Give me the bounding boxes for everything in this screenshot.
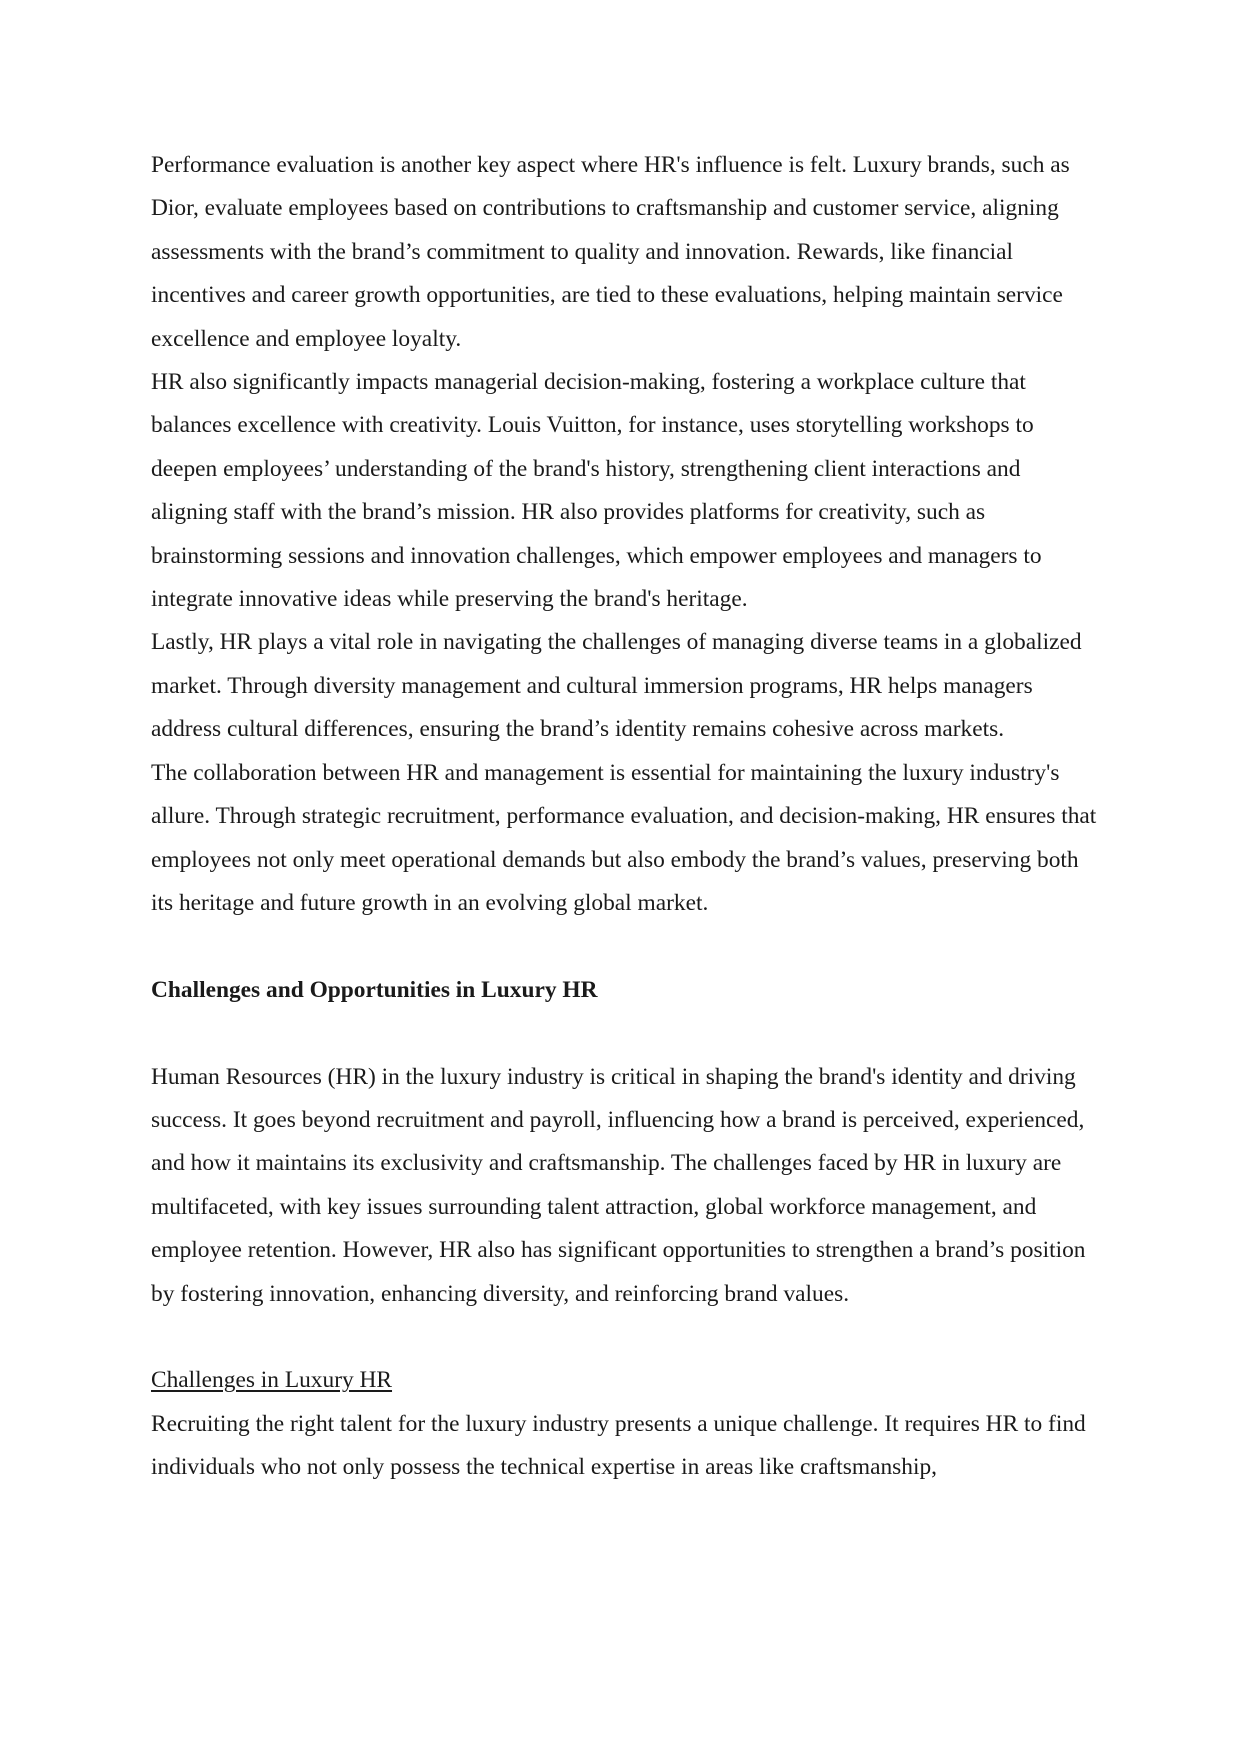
paragraph-managerial-decision-making: HR also significantly impacts managerial decision-making, fostering a workplace culture that balances excellence with creativity. Louis Vuitton, for instance, uses storytelling workshops to deepen employees’ understanding of the brand's history, strengthening client interactions and aligning staff with the brand’s mission. HR also provides platforms for creativity, such as brainstorming sessions and innovation challenges, which empower employees and managers to integrate innovative ideas while preserving the brand's heritage. bbox=[151, 369, 1042, 613]
subsection-paragraph: Recruiting the right talent for the luxury industry presents a unique challenge. It requires HR to find individuals who not only possess the technical expertise in areas like craftsmanship, bbox=[151, 1410, 1086, 1481]
section-heading: Challenges and Opportunities in Luxury HR bbox=[151, 976, 598, 1003]
document-page bbox=[151, 144, 1101, 1490]
section-intro-paragraph: Human Resources (HR) in the luxury industry is critical in shaping the brand's identity and driving success. It goes beyond recruitment and payroll, influencing how a brand is perceived, experienced, and how it maintains its exclusivity and craftsmanship. The challenges faced by HR in luxury are multifaceted, with key issues surrounding talent attraction, global workforce management, and employee retention. However, HR also has significant opportunities to strengthen a brand’s position by fostering innovation, enhancing diversity, and reinforcing brand values. bbox=[151, 1063, 1086, 1307]
subsection-heading: Challenges in Luxury HR bbox=[151, 1367, 393, 1394]
paragraph-performance-evaluation: Performance evaluation is another key aspect where HR's influence is felt. Luxury brands, such as Dior, evaluate employees based on contributions to craftsmanship and customer service, aligning assessments with the brand’s commitment to quality and innovation. Rewards, like financial incentives and career growth opportunities, are tied to these evaluations, helping maintain service excellence and employee loyalty. bbox=[151, 152, 1070, 352]
paragraph-diverse-teams: Lastly, HR plays a vital role in navigating the challenges of managing diverse teams in a globalized market. Through diversity management and cultural immersion programs, HR helps managers address cultural differences, ensuring the brand’s identity remains cohesive across markets. bbox=[151, 629, 1082, 743]
paragraph-collaboration-conclusion: The collaboration between HR and management is essential for maintaining the luxury industry's allure. Through strategic recruitment, performance evaluation, and decision-making, HR ensures that employees not only meet operational demands but also embody the brand’s values, preserving both its heritage and future growth in an evolving global market. bbox=[151, 759, 1097, 916]
